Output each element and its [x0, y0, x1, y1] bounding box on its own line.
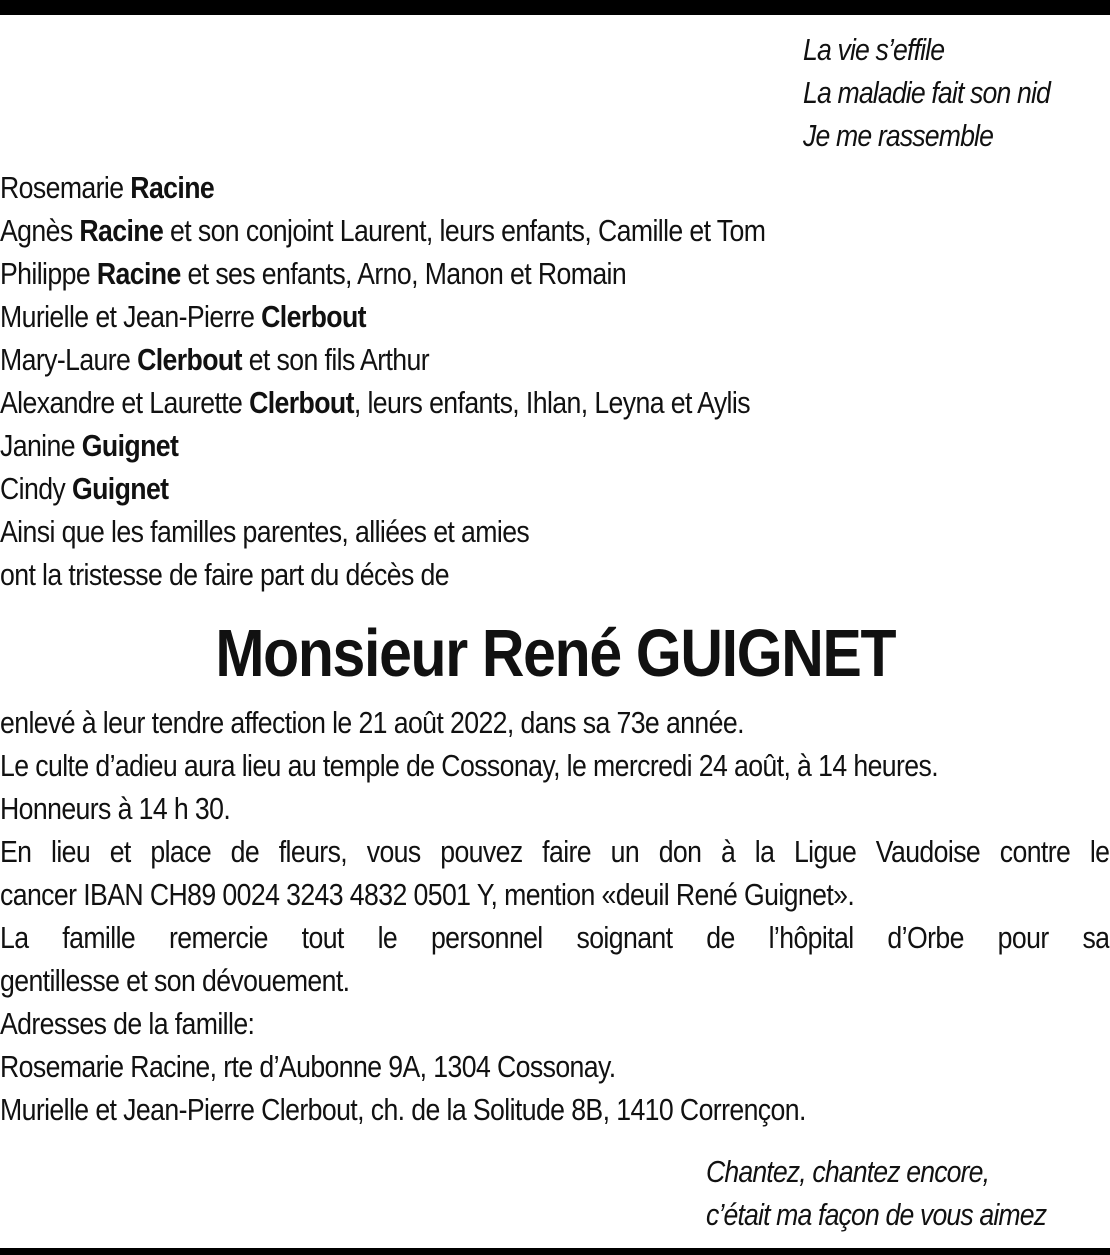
- deceased-name-heading: [0, 614, 1110, 694]
- announcement-body: [0, 701, 1109, 1131]
- body-line: Adresses de la famille:: [0, 1006, 255, 1041]
- address-line: Rosemarie Racine, rte d’Aubonne 9A, 1304 Cossonay.: [0, 1049, 616, 1084]
- family-line: Janine Guignet: [0, 428, 179, 463]
- poem-line: Chantez, chantez encore,: [706, 1154, 990, 1189]
- deceased-name: Monsieur René GUIGNET: [215, 616, 895, 691]
- family-line: Agnès Racine et son conjoint Laurent, leurs enfants, Camille et Tom: [0, 213, 766, 248]
- poem-line: Je me rassemble: [803, 118, 994, 153]
- body-line: La famille remercie tout le personnel soignant de l’hôpital d’Orbe pour sa: [0, 920, 1110, 955]
- family-line: Rosemarie Racine: [0, 170, 215, 205]
- body-line: Le culte d’adieu aura lieu au temple de Cossonay, le mercredi 24 août, à 14 heures.: [0, 748, 939, 783]
- body-line: En lieu et place de fleurs, vous pouvez faire un don à la Ligue Vaudoise contre le: [0, 834, 1110, 869]
- poem-line: c’était ma façon de vous aimez: [706, 1197, 1047, 1232]
- bottom-border-rule: [0, 1248, 1110, 1255]
- poem-line: La maladie fait son nid: [803, 75, 1050, 110]
- poem-line: La vie s’effile: [803, 32, 945, 67]
- family-line: Cindy Guignet: [0, 471, 169, 506]
- body-line: enlevé à leur tendre affection le 21 août 2022, dans sa 73e année.: [0, 705, 744, 740]
- family-line: Philippe Racine et ses enfants, Arno, Manon et Romain: [0, 256, 627, 291]
- family-line: Alexandre et Laurette Clerbout, leurs enfants, Ihlan, Leyna et Aylis: [0, 385, 750, 420]
- closing-poem: [706, 1150, 1046, 1236]
- family-list: [0, 166, 1109, 596]
- body-line: cancer IBAN CH89 0024 3243 4832 0501 Y, mention «deuil René Guignet».: [0, 877, 855, 912]
- family-line: Mary-Laure Clerbout et son fils Arthur: [0, 342, 430, 377]
- family-line: Murielle et Jean-Pierre Clerbout: [0, 299, 366, 334]
- top-border-rule: [0, 0, 1110, 15]
- family-line: ont la tristesse de faire part du décès de: [0, 557, 449, 592]
- family-line: Ainsi que les familles parentes, alliées et amies: [0, 514, 530, 549]
- body-line: gentillesse et son dévouement.: [0, 963, 350, 998]
- address-line: Murielle et Jean-Pierre Clerbout, ch. de la Solitude 8B, 1410 Corrençon.: [0, 1092, 806, 1127]
- body-line: Honneurs à 14 h 30.: [0, 791, 231, 826]
- opening-poem: [803, 28, 1050, 157]
